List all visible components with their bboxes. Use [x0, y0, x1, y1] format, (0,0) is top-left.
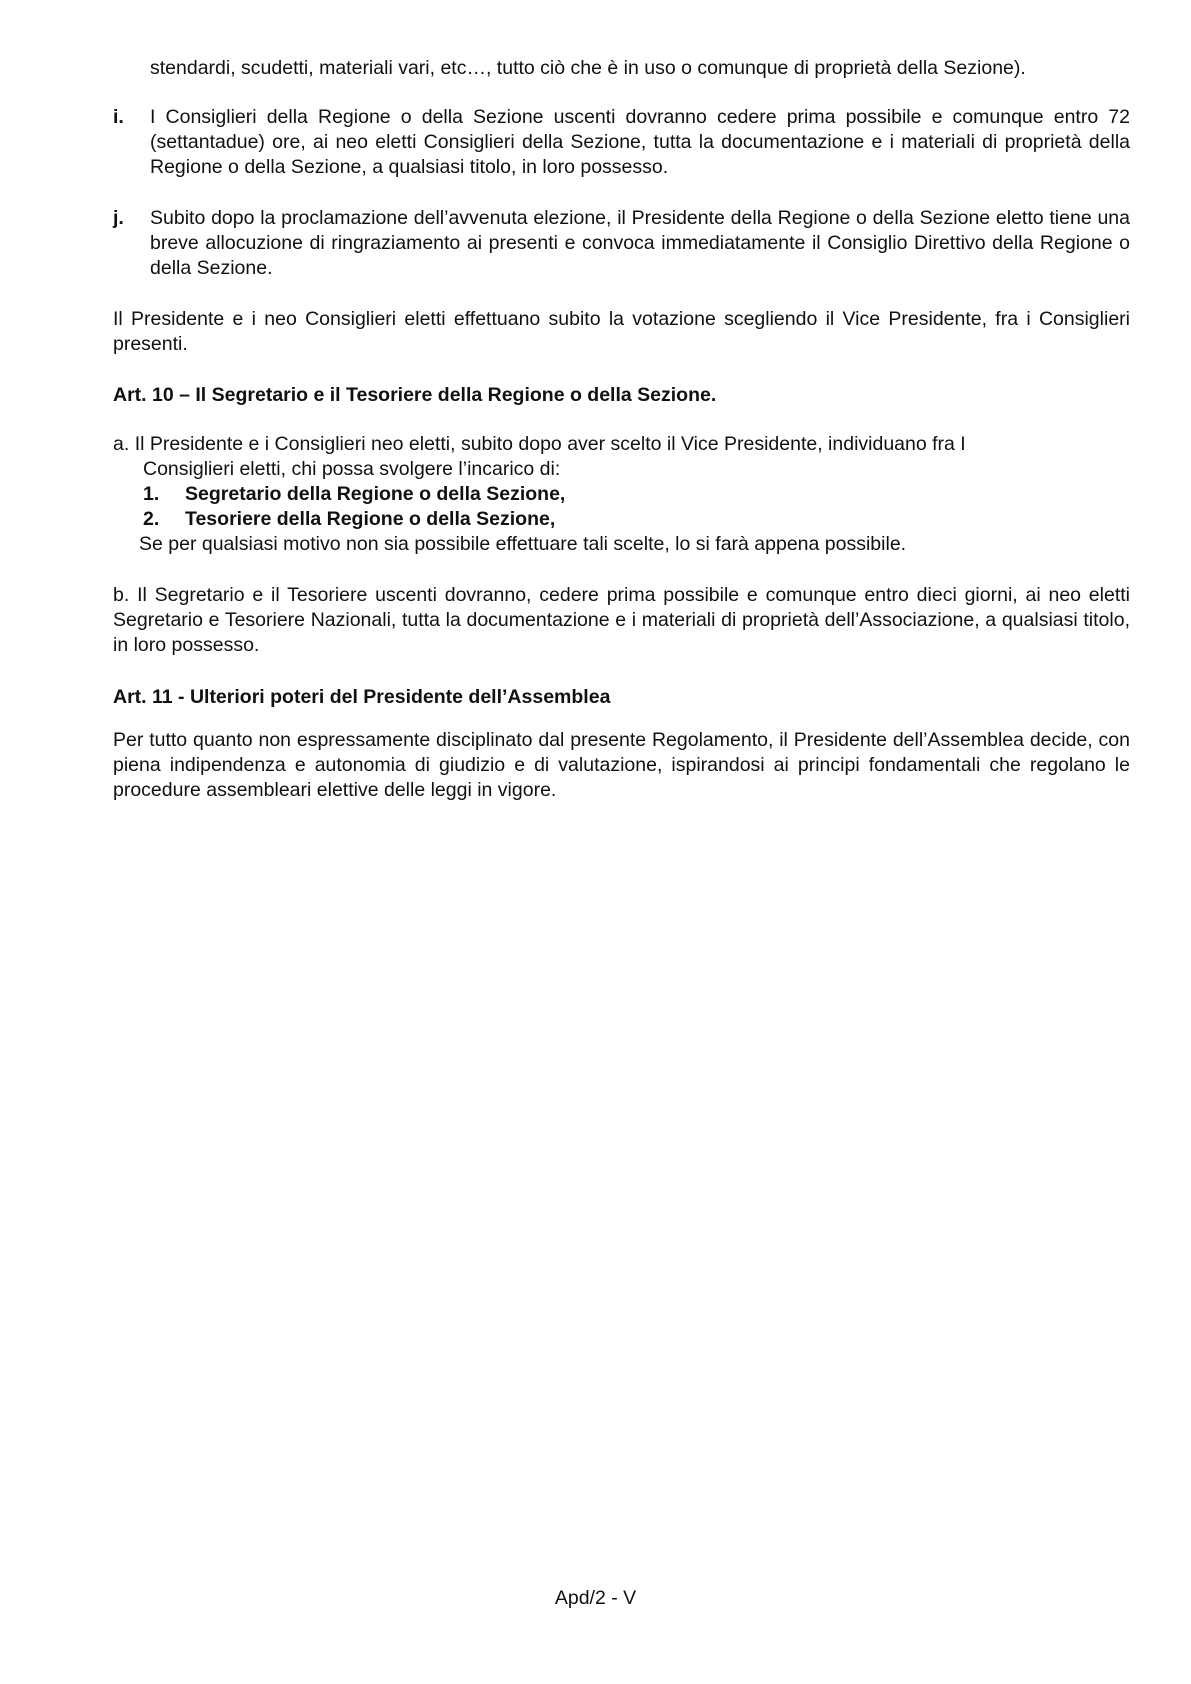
vice-president-paragraph: Il Presidente e i neo Consiglieri eletti effettuano subito la votazione scegliendo il Vice Presidente, fra i Consiglieri presenti.	[113, 308, 1130, 355]
continuation-text: stendardi, scudetti, materiali vari, etc…, tutto ciò che è in uso o comunque di proprietà della Sezione).	[150, 57, 1026, 79]
item-j-letter: j.	[113, 207, 124, 229]
art11-text: Per tutto quanto non espressamente disciplinato dal presente Regolamento, il Presidente dell’Assemblea decide, con piena indipendenza e autonomia di giudizio e di valutazione, ispirandosi ai principi fondamentali che regolano le procedure assembleari elettive delle leggi in vigore.	[113, 729, 1130, 801]
art10-item-a-first-line-text: . Il Presidente e i Consiglieri neo eletti, subito dopo aver scelto il Vice Presidente, individuano fra I	[123, 433, 966, 455]
item-i-text: I Consiglieri della Regione o della Sezione uscenti dovranno cedere prima possibile e comunque entro 72 (settantadue) ore, ai neo eletti Consiglieri della Sezione, tutta la documentazione e i materiali di proprietà della Regione o della Sezione, a qualsiasi titolo, in loro possesso.	[150, 106, 1130, 178]
list-text: Segretario della Regione o della Sezione,	[185, 483, 566, 505]
art10-roles-list	[113, 482, 1130, 532]
art10-item-a-rest: Consiglieri eletti, chi possa svolgere l’incarico di:	[143, 458, 561, 480]
item-j-text: Subito dopo la proclamazione dell’avvenuta elezione, il Presidente della Regione o della Sezione eletto tiene una breve allocuzione di ringraziamento ai presenti e convoca immediatamente il Consiglio Direttivo della Regione o della Sezione.	[150, 207, 1130, 279]
art10-item-a	[113, 432, 1130, 557]
art11-heading: Art. 11 - Ulteriori poteri del Presidente dell’Assemblea	[113, 686, 611, 708]
list-number: 2.	[143, 508, 160, 530]
art10-item-a-letter: a	[113, 433, 124, 455]
item-i-letter: i.	[113, 106, 124, 128]
art10-item-a-after: Se per qualsiasi motivo non sia possibile effettuare tali scelte, lo si farà appena possibile.	[139, 533, 907, 555]
list-number: 1.	[143, 483, 160, 505]
page-footer: Apd/2 - V	[554, 1587, 637, 1609]
art10-item-b-letter: b	[113, 584, 124, 606]
art10-item-a-first-line	[113, 432, 1130, 457]
list-item	[143, 507, 1130, 532]
list-text: Tesoriere della Regione o della Sezione,	[185, 508, 556, 530]
art10-heading: Art. 10 – Il Segretario e il Tesoriere della Regione o della Sezione.	[113, 384, 717, 406]
art10-item-b	[113, 583, 1130, 658]
art10-item-b-text: . Il Segretario e il Tesoriere uscenti dovranno, cedere prima possibile e comunque entro dieci giorni, ai neo eletti Segretario e Tesoriere Nazionali, tutta la documentazione e i materiali di proprietà dell’Associazione, a qualsiasi titolo, in loro possesso.	[113, 584, 1130, 656]
list-item	[143, 482, 1130, 507]
